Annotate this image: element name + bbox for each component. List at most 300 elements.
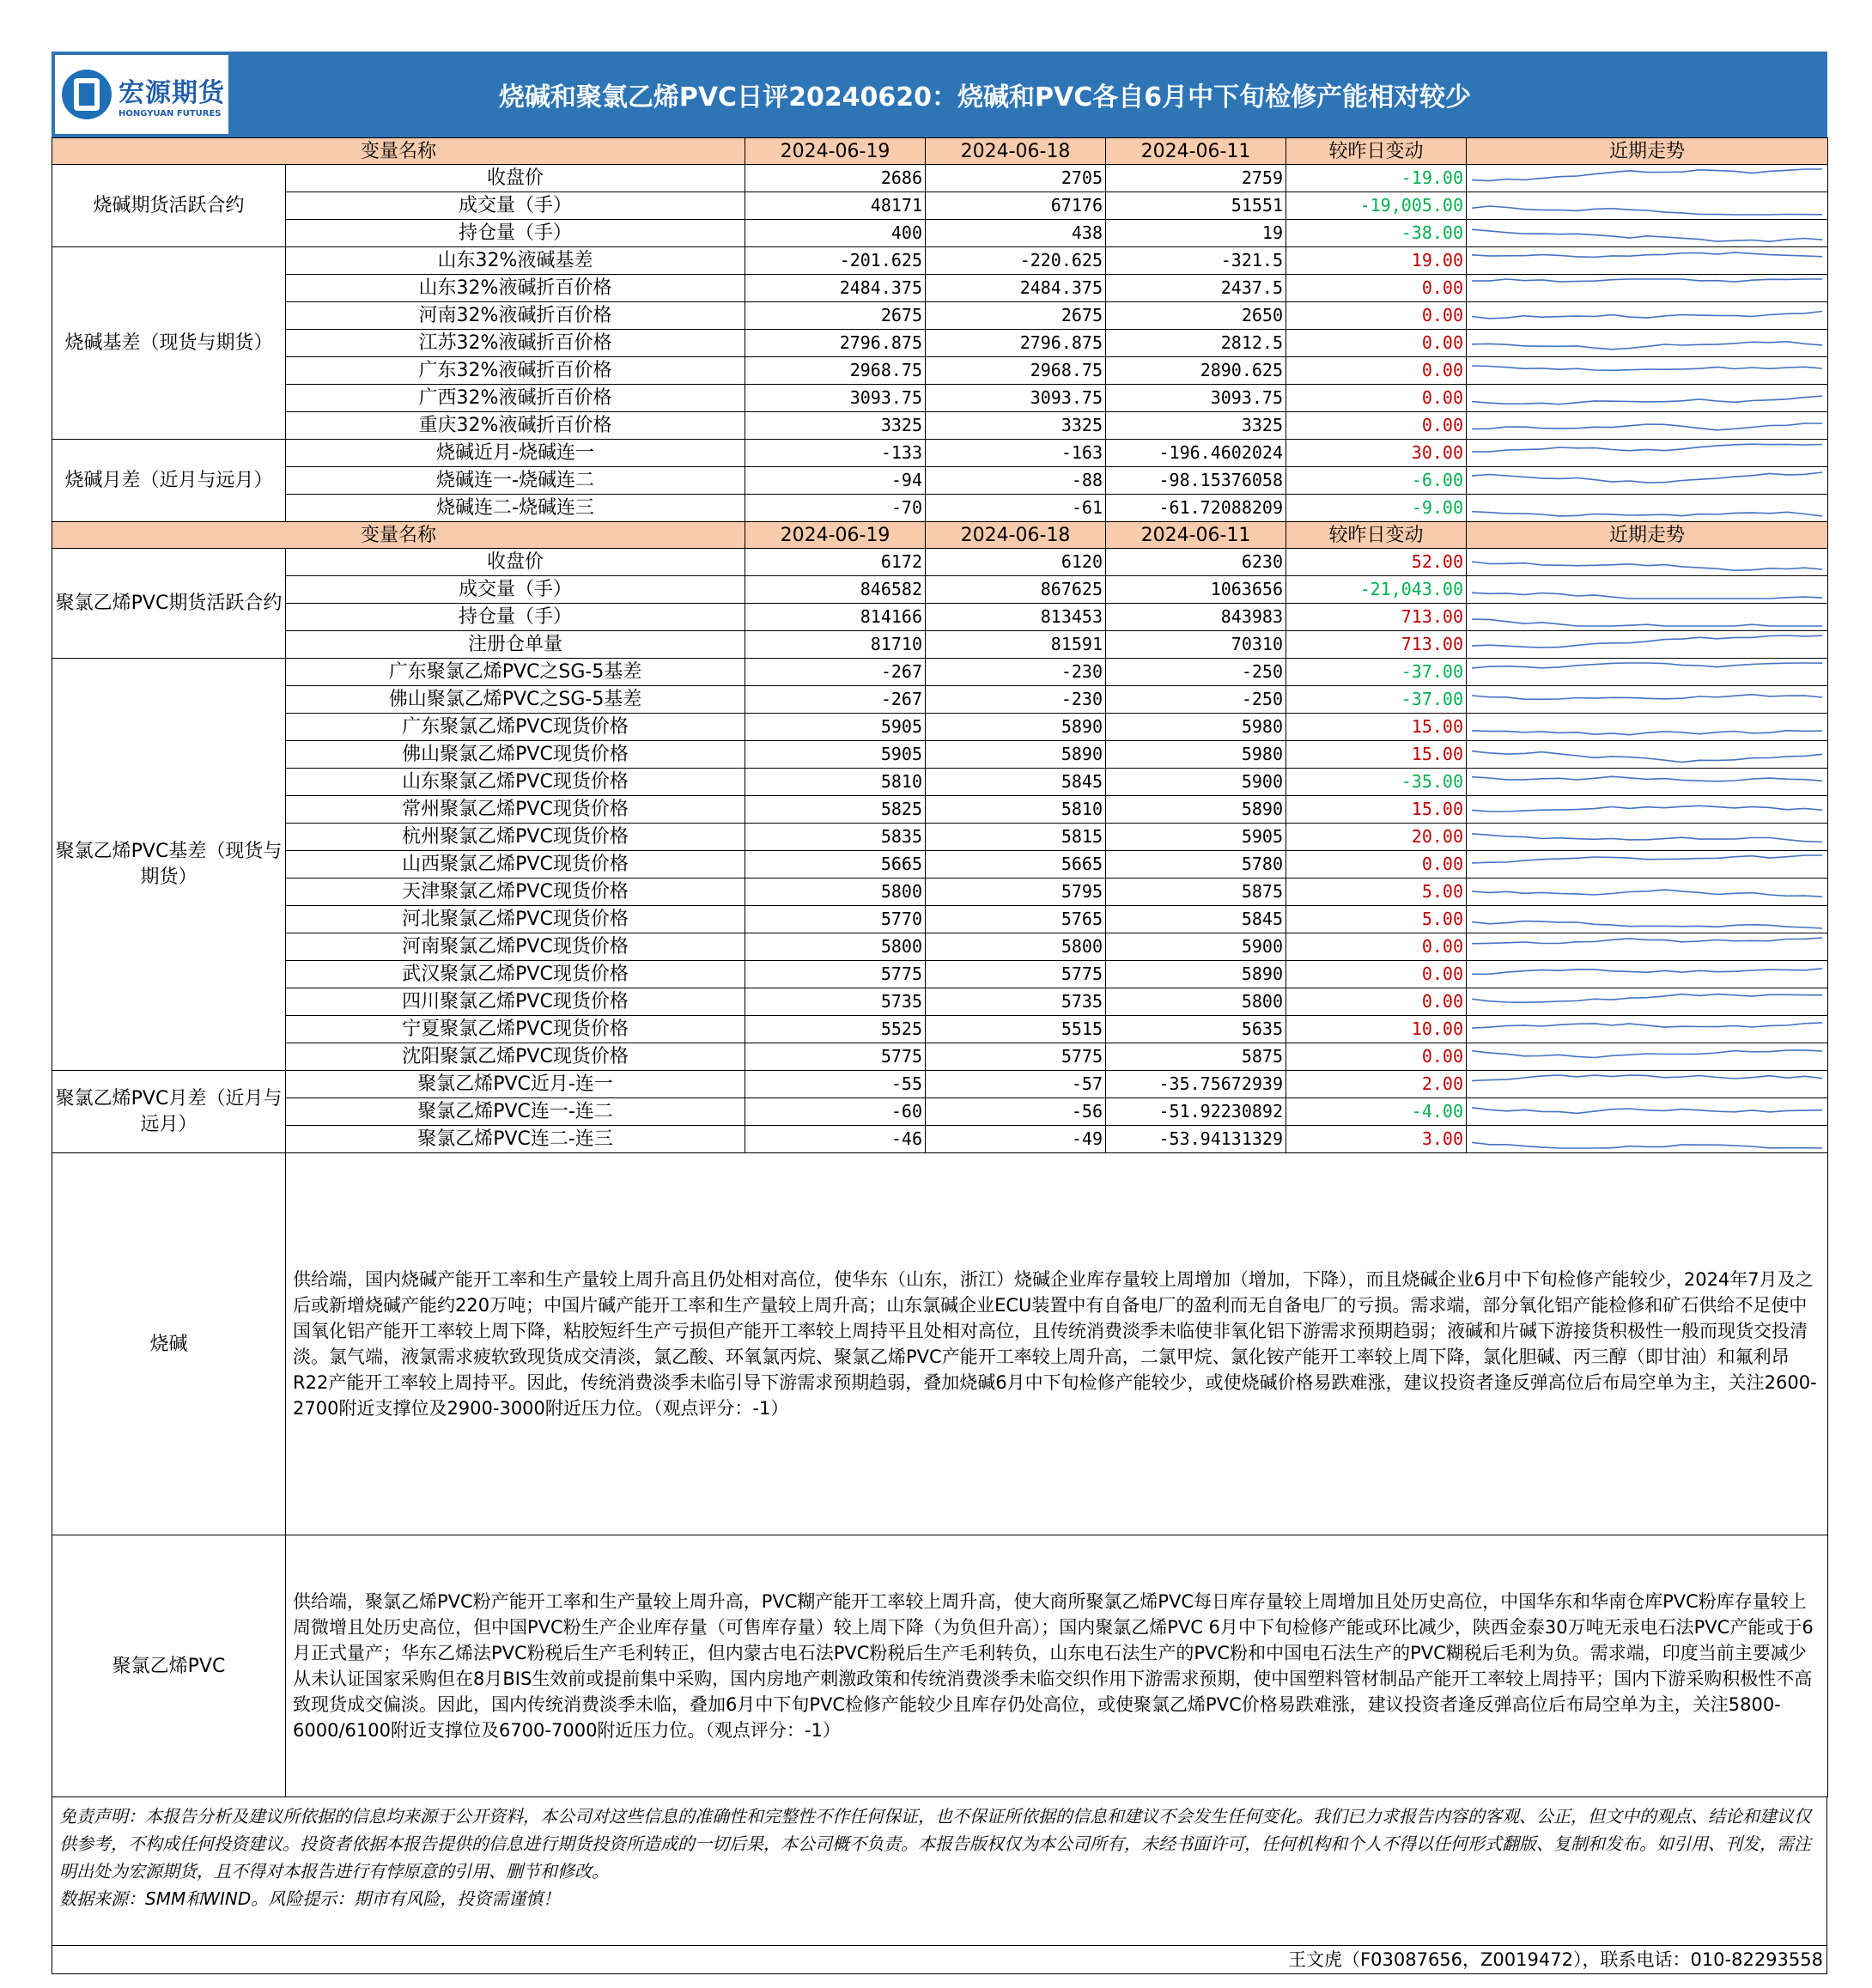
table-row <box>52 824 1828 851</box>
change-cell: -9.00 <box>1286 495 1467 522</box>
value-cell: 5800 <box>1106 988 1286 1016</box>
report-sheet <box>52 52 1827 1974</box>
trend-sparkline <box>1472 797 1822 822</box>
trend-cell <box>1467 796 1828 824</box>
trend-sparkline <box>1472 1099 1822 1124</box>
table-row <box>52 1126 1828 1153</box>
trend-sparkline <box>1472 550 1822 575</box>
trend-sparkline <box>1472 714 1822 739</box>
value-cell: -60 <box>745 1098 926 1126</box>
trend-sparkline <box>1472 358 1822 383</box>
change-cell: 30.00 <box>1286 440 1467 467</box>
trend-sparkline <box>1472 934 1822 959</box>
trend-cell <box>1467 961 1828 988</box>
value-cell: 5800 <box>926 933 1106 961</box>
variable-name: 天津聚氯乙烯PVC现货价格 <box>286 878 745 906</box>
variable-name: 山东聚氯乙烯PVC现货价格 <box>286 769 745 796</box>
column-header: 2024-06-18 <box>926 138 1106 165</box>
variable-name: 烧碱连二-烧碱连三 <box>286 495 745 522</box>
value-cell: 2759 <box>1106 165 1286 192</box>
variable-name: 重庆32%液碱折百价格 <box>286 412 745 440</box>
category-cell: 聚氯乙烯PVC月差（近月与远月） <box>52 1071 286 1153</box>
trend-cell <box>1467 824 1828 851</box>
value-cell: 5890 <box>1106 961 1286 988</box>
trend-sparkline <box>1472 824 1822 849</box>
change-cell: 713.00 <box>1286 631 1467 659</box>
variable-name: 广西32%液碱折百价格 <box>286 385 745 412</box>
report-title: 烧碱和聚氯乙烯PVC日评20240620：烧碱和PVC各自6月中下旬检修产能相对较少 <box>498 82 1472 112</box>
table-row <box>52 631 1828 659</box>
value-cell: 5845 <box>1106 906 1286 933</box>
category-cell: 烧碱基差（现货与期货） <box>52 247 286 440</box>
value-cell: -267 <box>745 659 926 686</box>
category-cell: 烧碱月差（近月与远月） <box>52 440 286 522</box>
trend-cell <box>1467 495 1828 522</box>
disclaimer-text: 免责声明：本报告分析及建议所依据的信息均来源于公开资料，本公司对这些信息的准确性和完整性不作任何保证，也不保证所依据的信息和建议不会发生任何变化。我们已力求报告内容的客观、公正，但文中的观点、结论和建议仅供参考，不构成任何投资建议。投资者依据本报告提供的信息进行期货投资所造成的一切后果，本公司概不负责。本报告版权仅为本公司所有，未经书面许可，任何机构和个人不得以任何形式翻版、复制和发布。如引用、刊发，需注明出处为宏源期货，且不得对本报告进行有悖原意的引用、删节和修改。 <box>59 1806 1811 1882</box>
variable-name: 山西聚氯乙烯PVC现货价格 <box>286 851 745 878</box>
value-cell: 3093.75 <box>1106 385 1286 412</box>
variable-name: 广东聚氯乙烯PVC之SG-5基差 <box>286 659 745 686</box>
trend-cell <box>1467 878 1828 906</box>
trend-cell <box>1467 192 1828 220</box>
trend-sparkline <box>1472 879 1822 904</box>
column-header: 较昨日变动 <box>1286 138 1467 165</box>
trend-cell <box>1467 1071 1828 1098</box>
commentary-text-caustic: 供给端，国内烧碱产能开工率和生产量较上周升高且仍处相对高位，使华东（山东，浙江）烧碱企业库存量较上周增加（增加，下降），而且烧碱企业6月中下旬检修产能较少，2024年7月及之后或新增烧碱产能约220万吨；中国片碱产能开工率和生产量较上周升高；山东氯碱企业ECU装置中有自备电厂的盈利而无自备电厂的亏损。需求端，部分氧化铝产能检修和矿石供给不足使中国氧化铝产能开工率较上周下降，粘胶短纤生产亏损但产能开工率较上周持平且处相对高位，且传统消费淡季未临使非氧化铝下游需求预期趋弱；液碱和片碱下游接货积极性一般而现货交投清淡。氯气端，液氯需求疲软致现货成交清淡，氯乙酸、环氧氯丙烷、聚氯乙烯PVC产能开工率较上周升高，二氯甲烷、氯化铵产能开工率较上周下降，氯化胆碱、丙三醇（即甘油）和氟利昂R22产能开工率较上周持平。因此，传统消费淡季未临引导下游需求预期趋弱，叠加烧碱6月中下旬检修产能较少，或使烧碱价格易跌难涨，建议投资者逢反弹高位后布局空单为主，关注2600-2700附近支撑位及2900-3000附近压力位。（观点评分：-1） <box>286 1153 1828 1535</box>
variable-name: 宁夏聚氯乙烯PVC现货价格 <box>286 1016 745 1043</box>
table-row <box>52 275 1828 302</box>
variable-name: 聚氯乙烯PVC连二-连三 <box>286 1126 745 1153</box>
value-cell: 5775 <box>926 961 1106 988</box>
trend-sparkline <box>1472 632 1822 657</box>
trend-cell <box>1467 631 1828 659</box>
author-contact: 王文虎（F03087656，Z0019472），联系电话：010-82293558 <box>52 1946 1827 1974</box>
variable-name: 烧碱连一-烧碱连二 <box>286 467 745 495</box>
change-cell: 10.00 <box>1286 1016 1467 1043</box>
trend-cell <box>1467 851 1828 878</box>
value-cell: 2650 <box>1106 302 1286 330</box>
value-cell: 5890 <box>926 741 1106 769</box>
change-cell: 0.00 <box>1286 988 1467 1016</box>
trend-sparkline <box>1472 441 1822 465</box>
value-cell: 3093.75 <box>926 385 1106 412</box>
trend-cell <box>1467 686 1828 714</box>
change-cell: -35.00 <box>1286 769 1467 796</box>
change-cell: -37.00 <box>1286 686 1467 714</box>
category-cell: 烧碱期货活跃合约 <box>52 165 286 247</box>
table-row <box>52 165 1828 192</box>
value-cell: -94 <box>745 467 926 495</box>
trend-cell <box>1467 1098 1828 1126</box>
value-cell: 2796.875 <box>926 330 1106 357</box>
change-cell: -21,043.00 <box>1286 576 1467 604</box>
value-cell: 5800 <box>745 933 926 961</box>
value-cell: 5810 <box>926 796 1106 824</box>
value-cell: 843983 <box>1106 604 1286 631</box>
value-cell: -61.72088209 <box>1106 495 1286 522</box>
value-cell: -61 <box>926 495 1106 522</box>
trend-sparkline <box>1472 742 1822 767</box>
change-cell: -37.00 <box>1286 659 1467 686</box>
change-cell: 0.00 <box>1286 357 1467 385</box>
value-cell: 5780 <box>1106 851 1286 878</box>
variable-name: 佛山聚氯乙烯PVC之SG-5基差 <box>286 686 745 714</box>
variable-name: 常州聚氯乙烯PVC现货价格 <box>286 796 745 824</box>
value-cell: 70310 <box>1106 631 1286 659</box>
value-cell: -51.92230892 <box>1106 1098 1286 1126</box>
trend-cell <box>1467 440 1828 467</box>
table-row <box>52 769 1828 796</box>
value-cell: -250 <box>1106 686 1286 714</box>
value-cell: 5775 <box>926 1043 1106 1071</box>
change-cell: -19.00 <box>1286 165 1467 192</box>
value-cell: 2968.75 <box>745 357 926 385</box>
trend-sparkline <box>1472 989 1822 1014</box>
trend-cell <box>1467 933 1828 961</box>
table-row <box>52 440 1828 467</box>
table-row <box>52 1098 1828 1126</box>
trend-sparkline <box>1472 660 1822 684</box>
value-cell: 5825 <box>745 796 926 824</box>
trend-cell <box>1467 357 1828 385</box>
value-cell: 5890 <box>926 714 1106 741</box>
value-cell: 5980 <box>1106 714 1286 741</box>
value-cell: -57 <box>926 1071 1106 1098</box>
value-cell: 5775 <box>745 961 926 988</box>
variable-name: 河北聚氯乙烯PVC现货价格 <box>286 906 745 933</box>
change-cell: 15.00 <box>1286 796 1467 824</box>
trend-cell <box>1467 769 1828 796</box>
logo-mark-icon <box>62 70 112 119</box>
trend-cell <box>1467 576 1828 604</box>
trend-sparkline <box>1472 962 1822 987</box>
table-row <box>52 412 1828 440</box>
table-row <box>52 988 1828 1016</box>
value-cell: 5800 <box>745 878 926 906</box>
variable-name: 沈阳聚氯乙烯PVC现货价格 <box>286 1043 745 1071</box>
trend-sparkline <box>1472 495 1822 520</box>
column-header: 近期走势 <box>1467 138 1828 165</box>
commentary-text-pvc: 供给端，聚氯乙烯PVC粉产能开工率和生产量较上周升高，PVC糊产能开工率较上周升高，使大商所聚氯乙烯PVC每日库存量较上周增加且处历史高位，中国华东和华南仓库PVC粉库存量较上周微增且处历史高位，但中国PVC粉生产企业库存量（可售库存量）较上周下降（为负但升高）；国内聚氯乙烯PVC 6月中下旬检修产能或环比减少，陕西金泰30万吨无汞电石法PVC产能或于6月正式量产；华东乙烯法PVC粉税后生产毛利转正，但内蒙古电石法PVC粉税后生产毛利转负，山东电石法生产的PVC粉和中国电石法生产的PVC糊税后毛利为负。需求端，印度当前主要减少从未认证国家采购但在8月BIS生效前或提前集中采购，国内房地产刺激政策和传统消费淡季未临交织作用下游需求预期，使中国塑料管材制品产能开工率较上周持平；国内下游采购积极性不高致现货成交偏淡。因此，国内传统消费淡季未临，叠加6月中下旬PVC检修产能较少且库存仍处高位，或使聚氯乙烯PVC价格易跌难涨，建议投资者逢反弹高位后布局空单为主，关注5800-6000/6100附近支撑位及6700-7000附近压力位。（观点评分：-1） <box>286 1535 1828 1797</box>
trend-sparkline <box>1472 605 1822 629</box>
trend-sparkline <box>1472 1072 1822 1097</box>
logo-name-cn: 宏源期货 <box>119 77 225 108</box>
value-cell: -133 <box>745 440 926 467</box>
column-header: 近期走势 <box>1467 522 1828 549</box>
change-cell: 0.00 <box>1286 302 1467 330</box>
value-cell: 5765 <box>926 906 1106 933</box>
value-cell: 2968.75 <box>926 357 1106 385</box>
trend-sparkline <box>1472 1044 1822 1069</box>
value-cell: -267 <box>745 686 926 714</box>
trend-cell <box>1467 1126 1828 1153</box>
variable-name: 烧碱近月-烧碱连一 <box>286 440 745 467</box>
commentary-label-pvc: 聚氯乙烯PVC <box>52 1535 286 1797</box>
logo-name-en: HONGYUAN FUTURES <box>119 108 222 119</box>
value-cell: 5835 <box>745 824 926 851</box>
variable-name: 山东32%液碱折百价格 <box>286 275 745 302</box>
column-header: 变量名称 <box>52 522 745 549</box>
change-cell: 2.00 <box>1286 1071 1467 1098</box>
value-cell: 5905 <box>745 741 926 769</box>
change-cell: -6.00 <box>1286 467 1467 495</box>
trend-cell <box>1467 988 1828 1016</box>
trend-cell <box>1467 247 1828 275</box>
value-cell: 67176 <box>926 192 1106 220</box>
value-cell: 81591 <box>926 631 1106 659</box>
variable-name: 四川聚氯乙烯PVC现货价格 <box>286 988 745 1016</box>
table-row <box>52 714 1828 741</box>
variable-name: 广东聚氯乙烯PVC现货价格 <box>286 714 745 741</box>
variable-name: 成交量（手） <box>286 576 745 604</box>
value-cell: -201.625 <box>745 247 926 275</box>
trend-cell <box>1467 330 1828 357</box>
table-row <box>52 192 1828 220</box>
value-cell: 3093.75 <box>745 385 926 412</box>
variable-name: 注册仓单量 <box>286 631 745 659</box>
change-cell: 5.00 <box>1286 906 1467 933</box>
table-header-row <box>52 138 1828 165</box>
table-row <box>52 878 1828 906</box>
value-cell: 5900 <box>1106 769 1286 796</box>
value-cell: -230 <box>926 686 1106 714</box>
table-row <box>52 220 1828 247</box>
column-header: 较昨日变动 <box>1286 522 1467 549</box>
value-cell: -88 <box>926 467 1106 495</box>
variable-name: 广东32%液碱折百价格 <box>286 357 745 385</box>
change-cell: 0.00 <box>1286 275 1467 302</box>
variable-name: 江苏32%液碱折百价格 <box>286 330 745 357</box>
value-cell: 438 <box>926 220 1106 247</box>
trend-cell <box>1467 1016 1828 1043</box>
trend-cell <box>1467 714 1828 741</box>
value-cell: 51551 <box>1106 192 1286 220</box>
variable-name: 山东32%液碱基差 <box>286 247 745 275</box>
change-cell: 20.00 <box>1286 824 1467 851</box>
value-cell: 5900 <box>1106 933 1286 961</box>
table-row <box>52 330 1828 357</box>
change-cell: 3.00 <box>1286 1126 1467 1153</box>
value-cell: 5845 <box>926 769 1106 796</box>
trend-sparkline <box>1472 331 1822 356</box>
value-cell: -196.4602024 <box>1106 440 1286 467</box>
variable-name: 武汉聚氯乙烯PVC现货价格 <box>286 961 745 988</box>
value-cell: 5890 <box>1106 796 1286 824</box>
trend-sparkline <box>1472 907 1822 932</box>
table-row <box>52 247 1828 275</box>
trend-sparkline <box>1472 276 1822 301</box>
value-cell: 3325 <box>926 412 1106 440</box>
trend-sparkline <box>1472 468 1822 493</box>
value-cell: 2812.5 <box>1106 330 1286 357</box>
company-logo <box>55 55 228 134</box>
value-cell: 5525 <box>745 1016 926 1043</box>
data-source-text: 数据来源：SMM和WIND。风险提示：期市有风险，投资需谨慎！ <box>59 1888 561 1909</box>
value-cell: -35.75672939 <box>1106 1071 1286 1098</box>
trend-sparkline <box>1472 1017 1822 1042</box>
value-cell: -46 <box>745 1126 926 1153</box>
variable-name: 收盘价 <box>286 165 745 192</box>
table-row <box>52 467 1828 495</box>
commentary-row-caustic <box>52 1153 1828 1535</box>
value-cell: 5875 <box>1106 878 1286 906</box>
trend-sparkline <box>1472 577 1822 602</box>
change-cell: 0.00 <box>1286 851 1467 878</box>
value-cell: -230 <box>926 659 1106 686</box>
value-cell: 2675 <box>926 302 1106 330</box>
variable-name: 杭州聚氯乙烯PVC现货价格 <box>286 824 745 851</box>
trend-sparkline <box>1472 769 1822 794</box>
table-row <box>52 576 1828 604</box>
trend-cell <box>1467 165 1828 192</box>
value-cell: 5735 <box>745 988 926 1016</box>
value-cell: 1063656 <box>1106 576 1286 604</box>
value-cell: 5775 <box>745 1043 926 1071</box>
value-cell: 5905 <box>1106 824 1286 851</box>
trend-cell <box>1467 604 1828 631</box>
trend-cell <box>1467 302 1828 330</box>
change-cell: -19,005.00 <box>1286 192 1467 220</box>
change-cell: 15.00 <box>1286 741 1467 769</box>
value-cell: 5770 <box>745 906 926 933</box>
value-cell: -220.625 <box>926 247 1106 275</box>
variable-name: 河南聚氯乙烯PVC现货价格 <box>286 933 745 961</box>
value-cell: 5905 <box>745 714 926 741</box>
table-header-row <box>52 522 1828 549</box>
change-cell: 5.00 <box>1286 878 1467 906</box>
value-cell: 3325 <box>745 412 926 440</box>
table-row <box>52 495 1828 522</box>
table-row <box>52 741 1828 769</box>
value-cell: -53.94131329 <box>1106 1126 1286 1153</box>
table-row <box>52 851 1828 878</box>
trend-cell <box>1467 385 1828 412</box>
value-cell: -321.5 <box>1106 247 1286 275</box>
value-cell: -56 <box>926 1098 1106 1126</box>
table-row <box>52 1016 1828 1043</box>
category-cell: 聚氯乙烯PVC期货活跃合约 <box>52 549 286 659</box>
value-cell: 6120 <box>926 549 1106 576</box>
table-row <box>52 302 1828 330</box>
table-row <box>52 604 1828 631</box>
disclaimer <box>52 1797 1827 1946</box>
table-row <box>52 796 1828 824</box>
column-header: 2024-06-19 <box>745 138 926 165</box>
trend-cell <box>1467 741 1828 769</box>
value-cell: 2484.375 <box>745 275 926 302</box>
change-cell: 713.00 <box>1286 604 1467 631</box>
value-cell: -55 <box>745 1071 926 1098</box>
value-cell: 5735 <box>926 988 1106 1016</box>
table-row <box>52 385 1828 412</box>
value-cell: -70 <box>745 495 926 522</box>
table-row <box>52 686 1828 714</box>
value-cell: 5665 <box>745 851 926 878</box>
value-cell: -49 <box>926 1126 1106 1153</box>
category-cell: 聚氯乙烯PVC基差（现货与期货） <box>52 659 286 1071</box>
value-cell: 5665 <box>926 851 1106 878</box>
change-cell: 0.00 <box>1286 933 1467 961</box>
change-cell: 0.00 <box>1286 961 1467 988</box>
trend-sparkline <box>1472 413 1822 438</box>
column-header: 2024-06-18 <box>926 522 1106 549</box>
trend-cell <box>1467 220 1828 247</box>
value-cell: 19 <box>1106 220 1286 247</box>
trend-cell <box>1467 412 1828 440</box>
value-cell: 5795 <box>926 878 1106 906</box>
variable-name: 聚氯乙烯PVC近月-连一 <box>286 1071 745 1098</box>
change-cell: -4.00 <box>1286 1098 1467 1126</box>
value-cell: 2705 <box>926 165 1106 192</box>
variable-name: 收盘价 <box>286 549 745 576</box>
table-row <box>52 357 1828 385</box>
table-row <box>52 549 1828 576</box>
value-cell: 846582 <box>745 576 926 604</box>
column-header: 2024-06-11 <box>1106 522 1286 549</box>
value-cell: 6172 <box>745 549 926 576</box>
value-cell: 2890.625 <box>1106 357 1286 385</box>
commentary-row-pvc <box>52 1535 1828 1797</box>
value-cell: 2484.375 <box>926 275 1106 302</box>
trend-cell <box>1467 275 1828 302</box>
trend-sparkline <box>1472 303 1822 328</box>
change-cell: 0.00 <box>1286 412 1467 440</box>
variable-name: 成交量（手） <box>286 192 745 220</box>
value-cell: 48171 <box>745 192 926 220</box>
value-cell: 813453 <box>926 604 1106 631</box>
value-cell: 5980 <box>1106 741 1286 769</box>
trend-sparkline <box>1472 687 1822 712</box>
trend-sparkline <box>1472 1127 1822 1152</box>
variable-name: 河南32%液碱折百价格 <box>286 302 745 330</box>
value-cell: 2796.875 <box>745 330 926 357</box>
trend-sparkline <box>1472 248 1822 273</box>
change-cell: 19.00 <box>1286 247 1467 275</box>
commentary-label-caustic: 烧碱 <box>52 1153 286 1535</box>
trend-sparkline <box>1472 386 1822 410</box>
trend-sparkline <box>1472 193 1822 218</box>
change-cell: -38.00 <box>1286 220 1467 247</box>
value-cell: 6230 <box>1106 549 1286 576</box>
variable-name: 持仓量（手） <box>286 604 745 631</box>
change-cell: 0.00 <box>1286 385 1467 412</box>
value-cell: 5635 <box>1106 1016 1286 1043</box>
value-cell: -163 <box>926 440 1106 467</box>
variable-name: 佛山聚氯乙烯PVC现货价格 <box>286 741 745 769</box>
trend-sparkline <box>1472 852 1822 877</box>
trend-cell <box>1467 659 1828 686</box>
variable-name: 聚氯乙烯PVC连一-连二 <box>286 1098 745 1126</box>
table-row <box>52 1071 1828 1098</box>
change-cell: 0.00 <box>1286 1043 1467 1071</box>
table-row <box>52 961 1828 988</box>
value-cell: 5875 <box>1106 1043 1286 1071</box>
value-cell: 5515 <box>926 1016 1106 1043</box>
variable-name: 持仓量（手） <box>286 220 745 247</box>
trend-cell <box>1467 549 1828 576</box>
value-cell: 3325 <box>1106 412 1286 440</box>
trend-sparkline <box>1472 221 1822 246</box>
value-cell: 2675 <box>745 302 926 330</box>
data-table <box>52 137 1828 1797</box>
change-cell: 0.00 <box>1286 330 1467 357</box>
title-banner <box>52 52 1827 137</box>
trend-cell <box>1467 1043 1828 1071</box>
table-row <box>52 933 1828 961</box>
change-cell: 15.00 <box>1286 714 1467 741</box>
table-row <box>52 906 1828 933</box>
value-cell: 814166 <box>745 604 926 631</box>
